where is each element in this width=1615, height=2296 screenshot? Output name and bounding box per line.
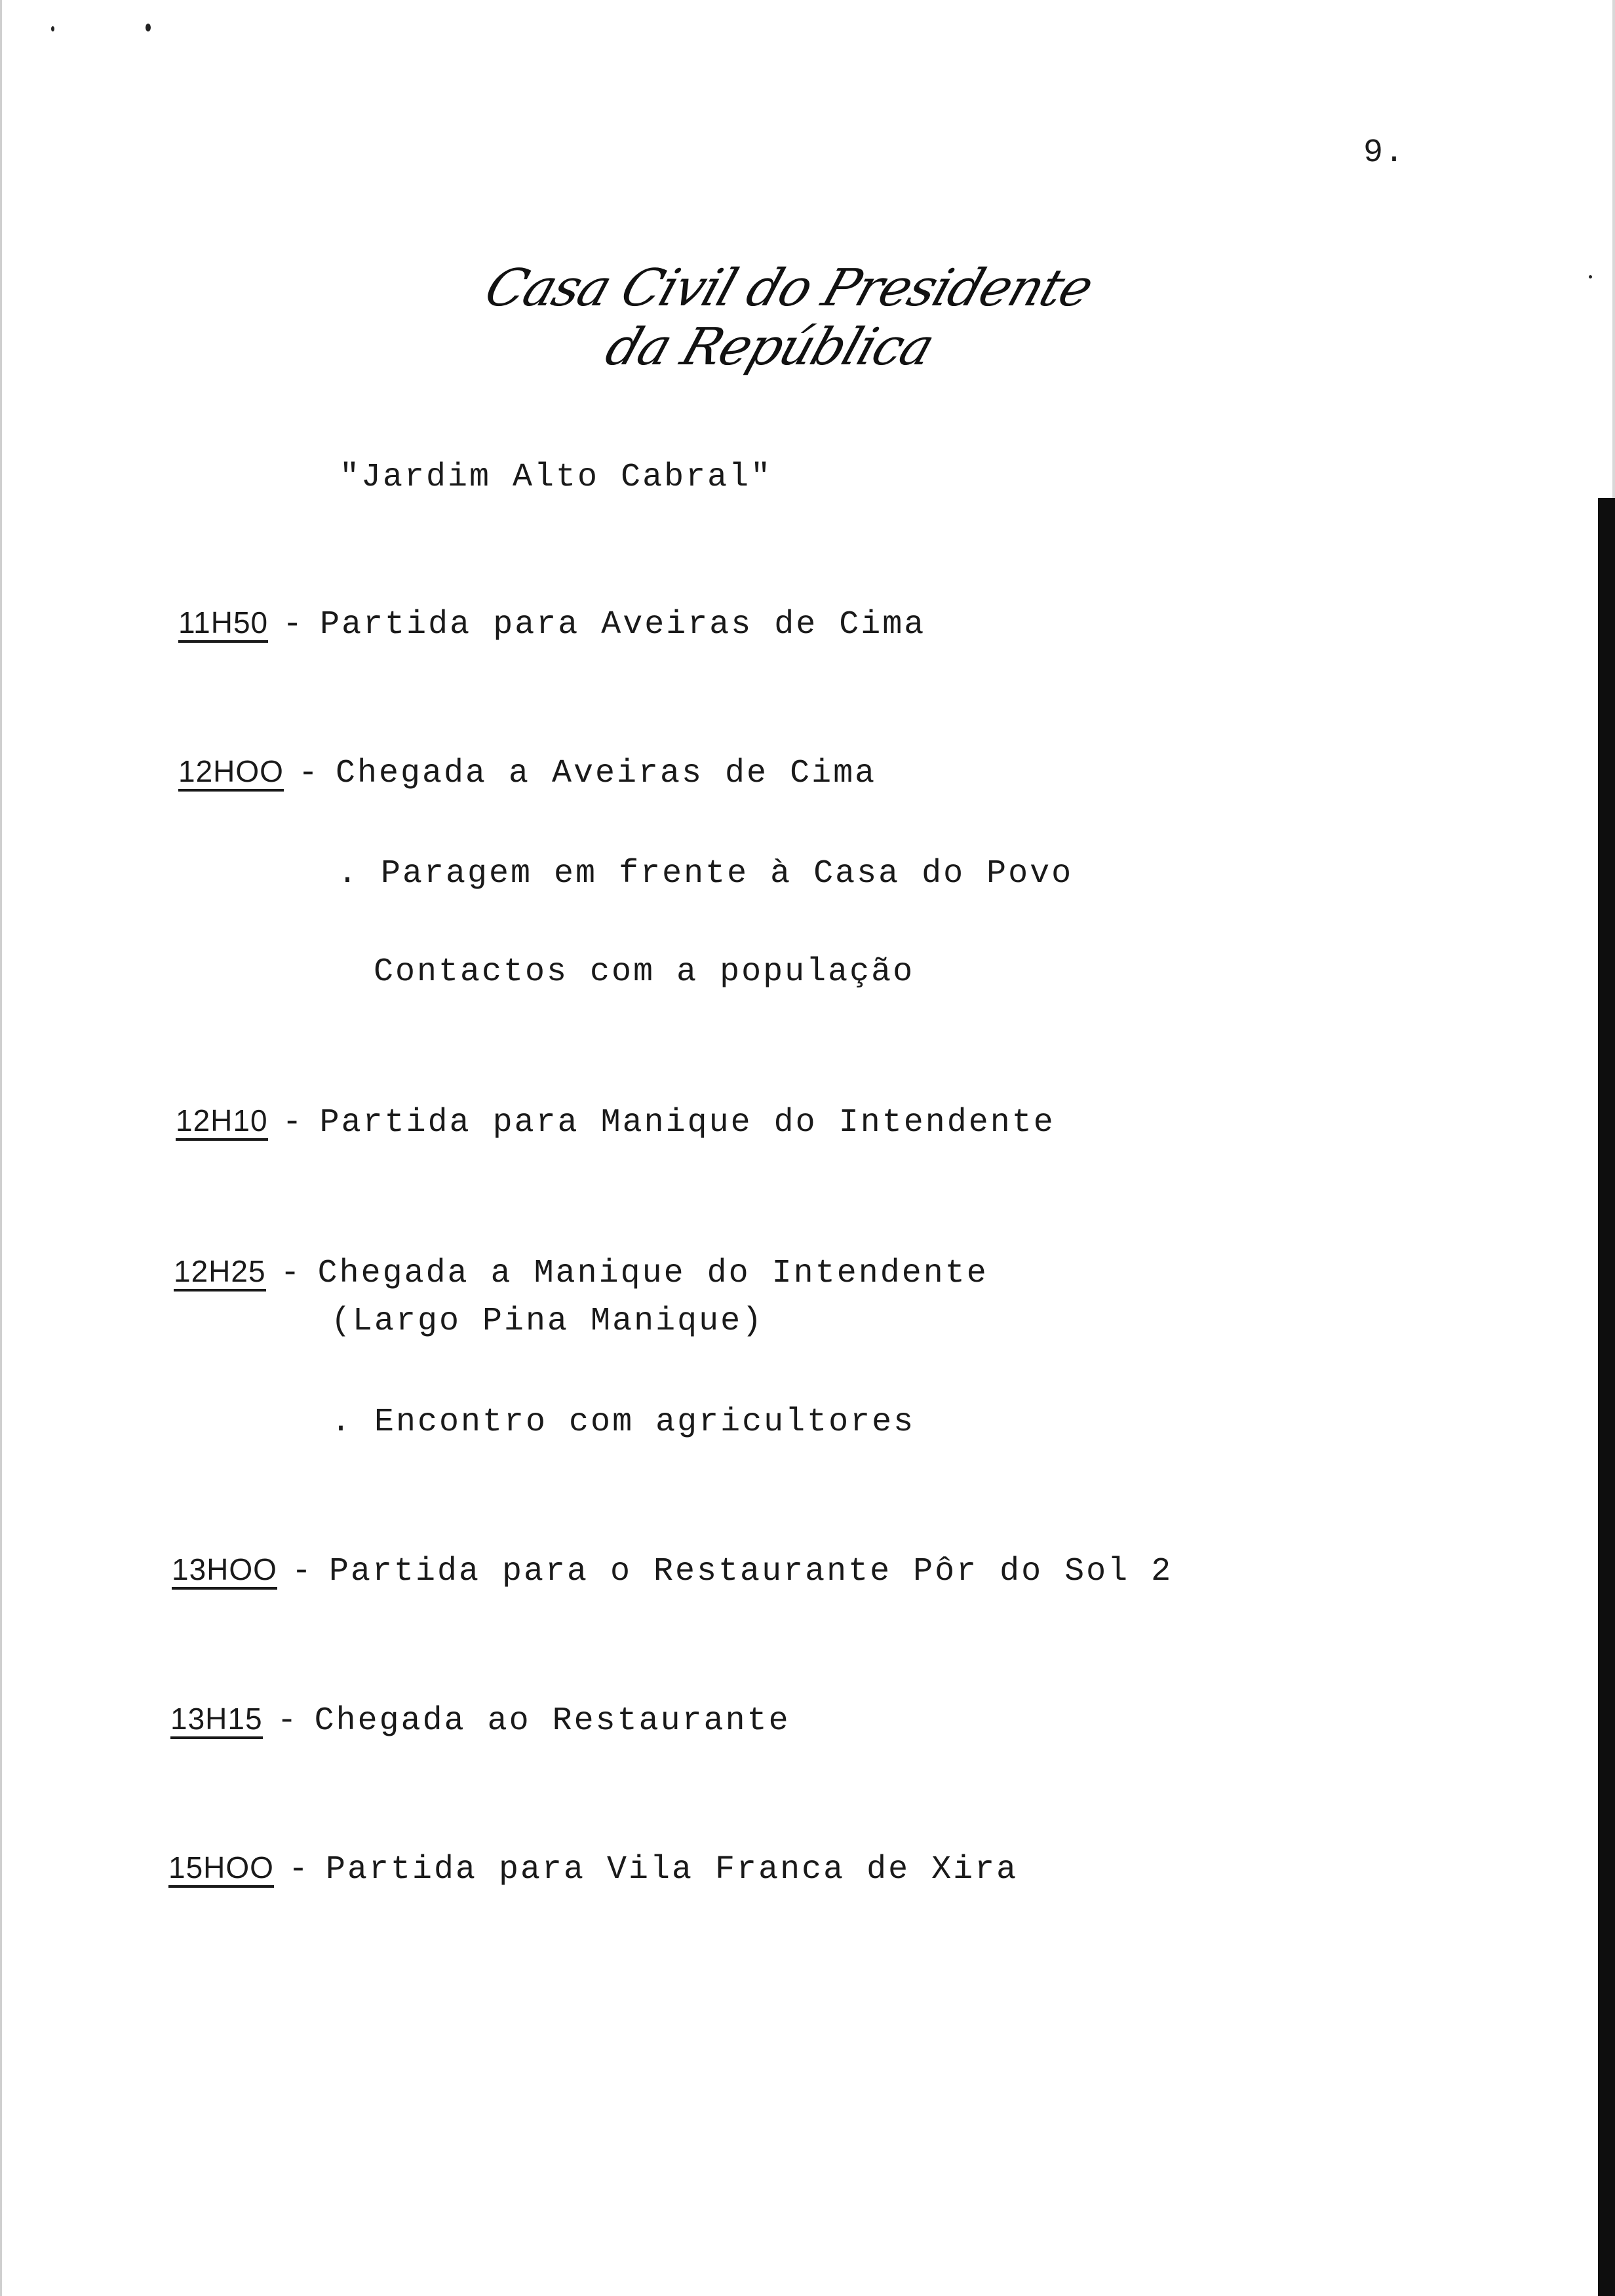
schedule-text: Partida para o Restaurante Pôr do Sol 2 [328, 1553, 1173, 1590]
schedule-item [176, 1104, 1055, 1141]
scan-speck [1589, 275, 1592, 278]
schedule-time: 15HOO [168, 1852, 274, 1888]
sub-item: . Paragem em frente à Casa do Povo [338, 855, 1074, 892]
schedule-time: 13HOO [172, 1554, 277, 1590]
letterhead: Casa Civil do Presidente da República [477, 259, 1100, 377]
schedule-item [178, 755, 876, 792]
separator: - [277, 1702, 299, 1740]
schedule-item [178, 606, 925, 643]
separator: - [280, 1255, 302, 1292]
schedule-time: 13H15 [170, 1704, 263, 1739]
schedule-text: Chegada ao Restaurante [314, 1702, 790, 1740]
schedule-text-continued: (Largo Pina Manique) [331, 1303, 764, 1340]
schedule-text: Chegada a Manique do Intendente [317, 1255, 988, 1292]
separator: - [282, 606, 305, 643]
schedule-item [168, 1851, 1018, 1888]
schedule-text: Partida para Vila Franca de Xira [325, 1851, 1019, 1888]
page-number: 9. [1363, 134, 1406, 172]
schedule-time: 12H10 [176, 1105, 268, 1141]
schedule-time: 12HOO [178, 756, 284, 792]
separator: - [288, 1851, 310, 1888]
separator: - [282, 1104, 304, 1141]
sub-item: Contactos com a população [374, 953, 915, 991]
sub-item: . Encontro com agricultores [331, 1404, 916, 1441]
location-header: "Jardim Alto Cabral" [340, 459, 773, 496]
separator: - [298, 755, 320, 792]
schedule-item [172, 1553, 1173, 1590]
schedule-item [174, 1255, 988, 1292]
schedule-time: 12H25 [174, 1256, 266, 1292]
scan-speck [51, 26, 54, 31]
schedule-item [170, 1702, 790, 1740]
separator: - [291, 1553, 313, 1590]
schedule-time: 11H50 [178, 607, 268, 643]
page-edge-left [0, 0, 2, 2296]
scan-speck [146, 24, 151, 31]
page-edge-right-scan-shadow [1598, 498, 1615, 2296]
page-edge-right-top [1612, 0, 1615, 498]
schedule-text: Partida para Manique do Intendente [319, 1104, 1055, 1141]
schedule-text: Partida para Aveiras de Cima [320, 606, 926, 643]
schedule-text: Chegada a Aveiras de Cima [335, 755, 877, 792]
